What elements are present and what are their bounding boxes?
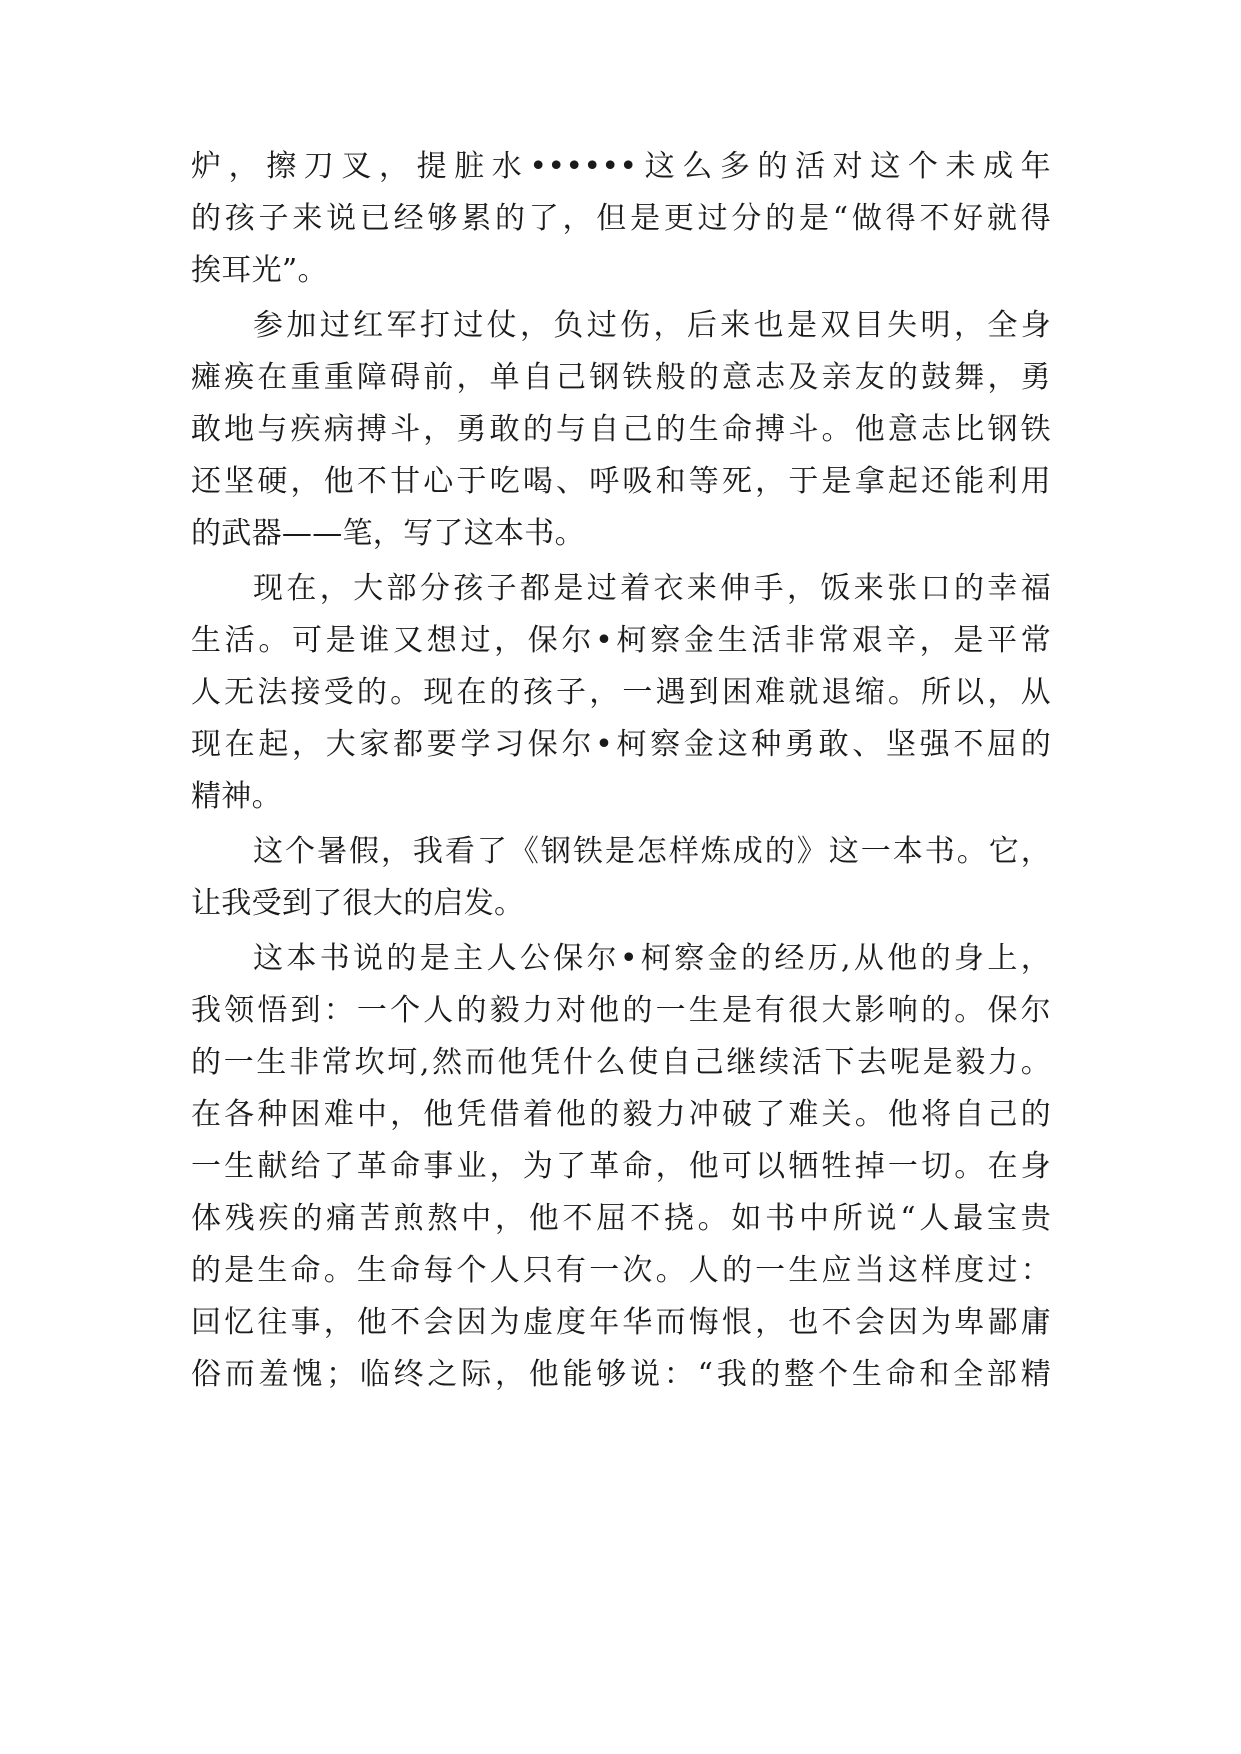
paragraph-first-line: 现在，大部分孩子都是过着衣来伸手，饭来张口的幸福 <box>253 571 1051 606</box>
text-line: 现在起，大家都要学习保尔•柯察金这种勇敢、坚强不屈的 <box>191 727 1051 762</box>
text-line: 炉，擦刀叉，提脏水••••••这么多的活对这个未成年 <box>191 149 1051 184</box>
text-line: 的孩子来说已经够累的了，但是更过分的是“做得不好就得 <box>191 201 1051 236</box>
text-line: 的是生命。生命每个人只有一次。人的一生应当这样度过： <box>191 1253 1051 1288</box>
paragraph-first-line: 这个暑假，我看了《钢铁是怎样炼成的》这一本书。它， <box>253 834 1051 869</box>
text-line: 瘫痪在重重障碍前，单自己钢铁般的意志及亲友的鼓舞，勇 <box>191 360 1051 395</box>
text-line: 还坚硬，他不甘心于吃喝、呼吸和等死，于是拿起还能利用 <box>191 464 1051 499</box>
text-line: 我领悟到：一个人的毅力对他的一生是有很大影响的。保尔 <box>191 993 1051 1028</box>
text-line: 的武器——笔，写了这本书。 <box>191 516 585 551</box>
paragraph-first-line: 参加过红军打过仗，负过伤，后来也是双目失明，全身 <box>253 308 1051 343</box>
text-line: 在各种困难中，他凭借着他的毅力冲破了难关。他将自己的 <box>191 1097 1051 1132</box>
text-line: 俗而羞愧；临终之际，他能够说：“我的整个生命和全部精 <box>191 1357 1051 1392</box>
text-line: 体残疾的痛苦煎熬中，他不屈不挠。如书中所说“人最宝贵 <box>191 1201 1051 1236</box>
text-line: 精神。 <box>191 779 282 814</box>
text-line: 一生献给了革命事业，为了革命，他可以牺牲掉一切。在身 <box>191 1149 1051 1184</box>
text-line: 生活。可是谁又想过，保尔•柯察金生活非常艰辛，是平常 <box>191 623 1051 658</box>
text-line: 人无法接受的。现在的孩子，一遇到困难就退缩。所以，从 <box>191 675 1051 710</box>
text-line: 挨耳光”。 <box>191 253 328 288</box>
text-line: 的一生非常坎坷,然而他凭什么使自己继续活下去呢是毅力。 <box>191 1045 1051 1080</box>
text-line: 回忆往事，他不会因为虚度年华而悔恨，也不会因为卑鄙庸 <box>191 1305 1051 1340</box>
text-line: 让我受到了很大的启发。 <box>191 886 525 921</box>
text-line: 敢地与疾病搏斗，勇敢的与自己的生命搏斗。他意志比钢铁 <box>191 412 1051 447</box>
paragraph-first-line: 这本书说的是主人公保尔•柯察金的经历,从他的身上， <box>253 941 1051 976</box>
